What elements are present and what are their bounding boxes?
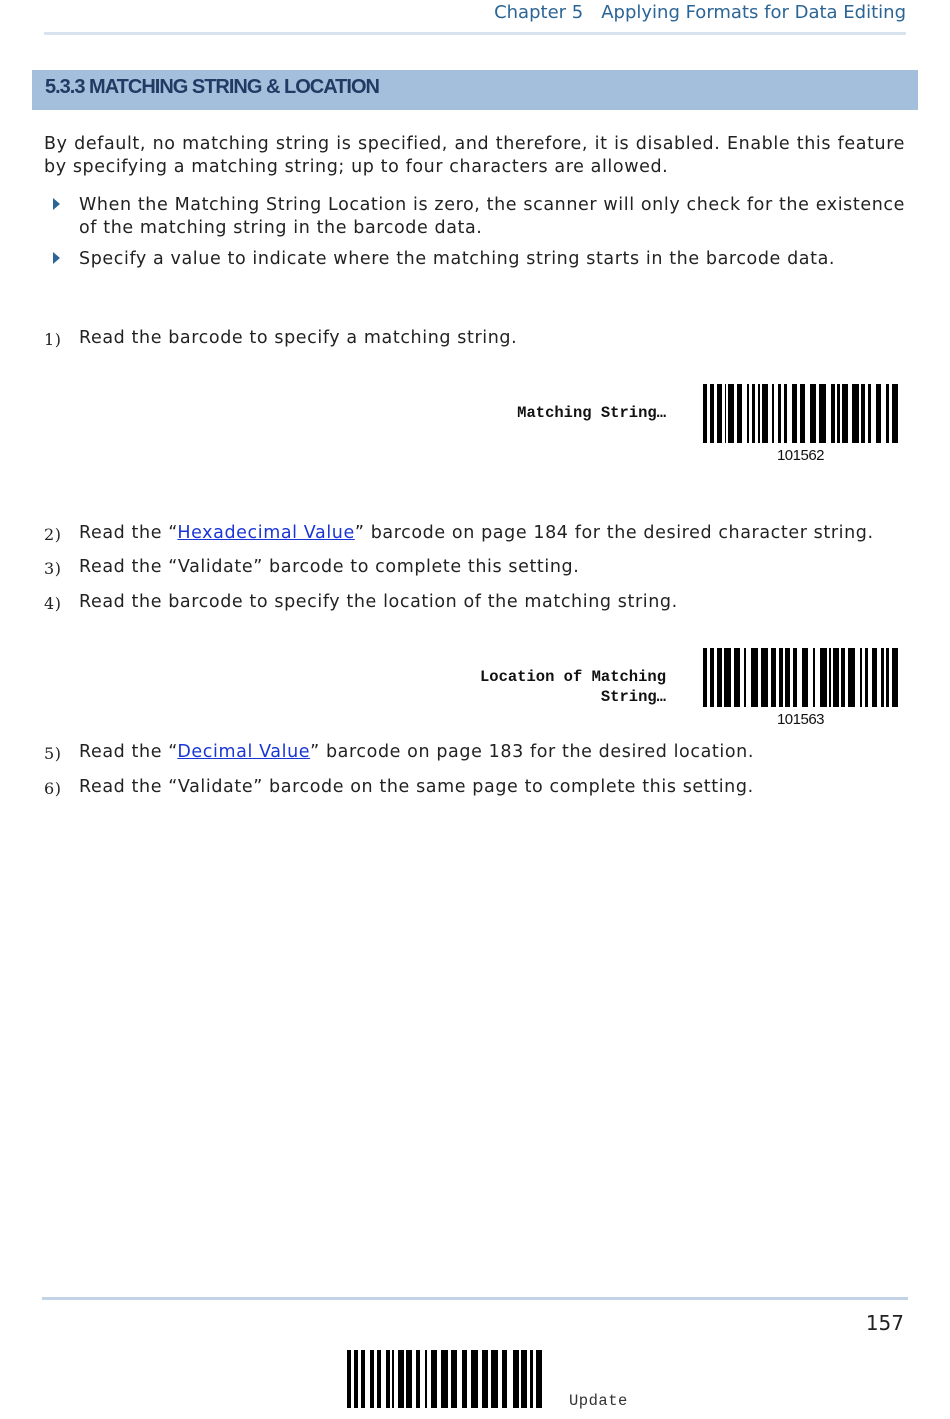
step-text: Read the barcode to specify a matching string. (79, 328, 518, 348)
bullet-text: Specify a value to indicate where the matching string starts in the barcode data. (79, 249, 836, 269)
decimal-value-link[interactable]: Decimal Value (177, 742, 311, 762)
step-text: Read the “Validate” barcode on the same page to complete this setting. (79, 777, 754, 797)
update-barcode-label: Update (569, 1392, 628, 1410)
bullet-text: When the Matching String Location is zero, the scanner will only check for the existence of the matching string in the barcode data. (79, 195, 905, 238)
step-item (44, 776, 914, 800)
hexadecimal-value-link[interactable]: Hexadecimal Value (177, 523, 355, 543)
barcode-bar (819, 384, 826, 443)
location-barcode[interactable] (703, 648, 898, 707)
step-number: 5) (44, 744, 62, 763)
caret-right-icon (53, 252, 60, 264)
location-barcode-number: 101563 (776, 711, 825, 728)
chapter-header (44, 2, 906, 26)
barcode-bar (892, 648, 898, 707)
step-text-suffix: ” barcode on page 183 for the desired location. (310, 742, 754, 762)
step-number: 4) (44, 594, 62, 613)
barcode-bar (724, 648, 731, 707)
matching-string-barcode-number: 101562 (776, 447, 825, 464)
header-divider (44, 32, 906, 35)
barcode-bar (761, 648, 768, 707)
step-text: Read the barcode to specify the location of the matching string. (79, 592, 678, 612)
chapter-number: Chapter 5 (494, 2, 584, 23)
step-text-prefix: Read the “ (79, 742, 178, 762)
bullet-item (48, 248, 905, 271)
caret-right-icon (53, 198, 60, 210)
barcode-bar (892, 384, 898, 443)
location-barcode-label (400, 667, 666, 707)
section-title: 5.3.3 MATCHING STRING & LOCATION (45, 76, 379, 98)
step-text-suffix: ” barcode on page 184 for the desired character string. (354, 523, 874, 543)
step-item (44, 591, 914, 615)
section-heading-bar (32, 70, 918, 110)
barcode-bar (848, 648, 855, 707)
location-barcode-label-line1: Location of Matching (479, 668, 666, 686)
step-number: 1) (44, 330, 62, 349)
location-barcode-label-line2: String… (600, 688, 666, 706)
step-item (44, 327, 914, 351)
step-item (44, 741, 914, 765)
barcode-bar (810, 384, 817, 443)
matching-string-barcode-label: Matching String… (517, 404, 666, 422)
update-barcode[interactable] (347, 1350, 542, 1408)
step-text: Read the “Validate” barcode to complete this setting. (79, 557, 580, 577)
page-number: 157 (865, 1311, 904, 1335)
barcode-bar (852, 384, 859, 443)
step-text (79, 522, 874, 545)
barcode-bar (751, 648, 758, 707)
barcode-bar (471, 1350, 478, 1408)
footer-divider (42, 1297, 908, 1300)
step-text-prefix: Read the “ (79, 523, 178, 543)
intro-paragraph: By default, no matching string is specified, and therefore, it is disabled. Enable this feature by specifying a matching string; up to four characters are allowed. (44, 134, 905, 177)
step-number: 2) (44, 525, 62, 544)
step-item (44, 556, 914, 580)
step-number: 6) (44, 779, 62, 798)
barcode-bar (536, 1350, 542, 1408)
barcode-bar (820, 648, 827, 707)
barcode-bar (441, 1350, 448, 1408)
step-text (79, 741, 754, 764)
step-number: 3) (44, 559, 62, 578)
barcode-bar (491, 1350, 498, 1408)
matching-string-barcode[interactable] (703, 384, 898, 443)
step-item (44, 522, 914, 546)
chapter-title: Applying Formats for Data Editing (601, 2, 906, 23)
bullet-item (48, 194, 905, 240)
